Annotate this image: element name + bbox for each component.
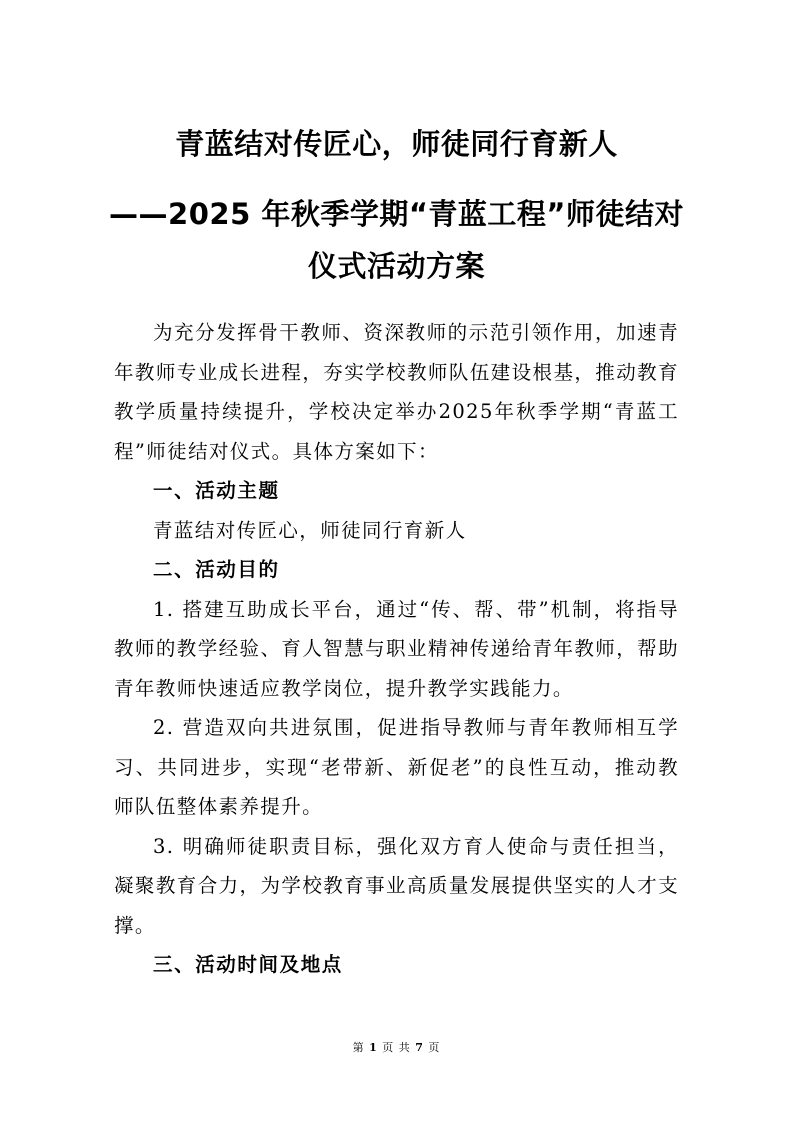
footer-middle: 页 共 xyxy=(382,1041,411,1054)
page-number-total: 7 xyxy=(415,1041,424,1054)
section-heading-theme: 一、活动主题 xyxy=(153,479,280,502)
intro-paragraph: 为充分发挥骨干教师、资深教师的示范引领作用，加速青年教师专业成长进程，夯实学校教师队伍建设根基，推动教育教学质量持续提升，学校决定举办2025年秋季学期“青蓝工程”师徒结对仪式。具体方案如下： xyxy=(114,321,679,463)
document-subtitle-line-1: ——2025 年秋季学期“青蓝工程”师徒结对 xyxy=(109,197,684,231)
purpose-item-1: 1. 搭建互助成长平台，通过“传、帮、带”机制，将指导教师的教学经验、育人智慧与职业精神传递给青年教师，帮助青年教师快速适应教学岗位，提升教学实践能力。 xyxy=(114,597,679,700)
page-number-current: 1 xyxy=(369,1041,378,1054)
theme-paragraph: 青蓝结对传匠心，师徒同行育新人 xyxy=(153,518,467,542)
page-footer xyxy=(0,1040,793,1056)
section-heading-purpose: 二、活动目的 xyxy=(153,558,280,581)
footer-prefix: 第 xyxy=(352,1041,365,1054)
purpose-item-3: 3. 明确师徒职责目标，强化双方育人使命与责任担当，凝聚教育合力，为学校教育事业高质量发展提供坚实的人才支撑。 xyxy=(114,834,679,937)
document-subtitle-line-2: 仪式活动方案 xyxy=(307,249,485,283)
section-heading-time-place: 三、活动时间及地点 xyxy=(153,953,343,976)
purpose-item-2: 2. 营造双向共进氛围，促进指导教师与青年教师相互学习、共同进步，实现“老带新、新促老”的良性互动，推动教师队伍整体素养提升。 xyxy=(114,716,679,818)
footer-suffix: 页 xyxy=(428,1041,441,1054)
document-body xyxy=(114,313,679,985)
document-title: 青蓝结对传匠心，师徒同行育新人 xyxy=(175,127,618,161)
